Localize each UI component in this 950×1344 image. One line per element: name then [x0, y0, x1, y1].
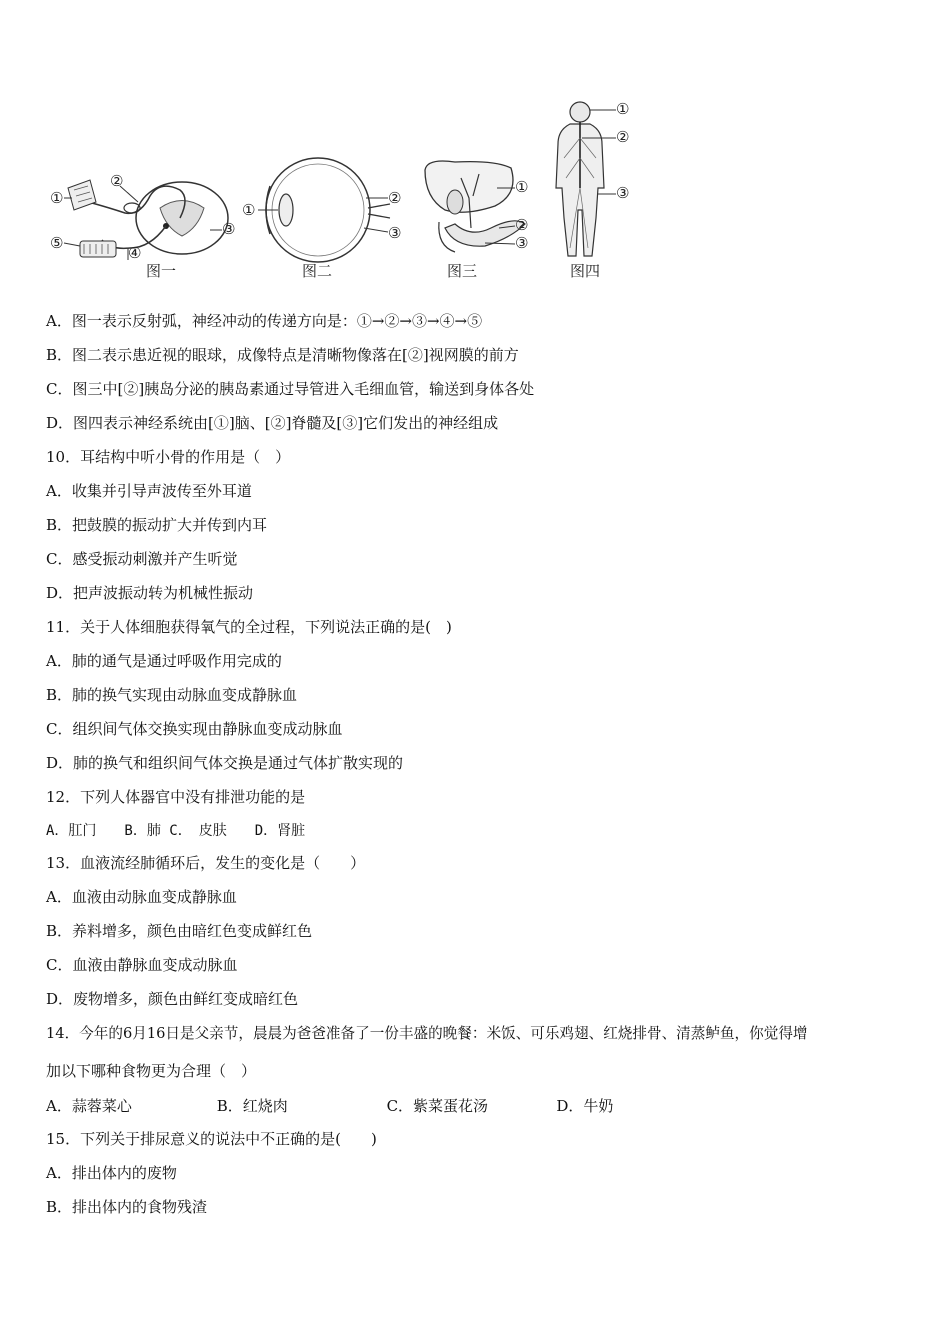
q12-options: A．肛门 B．肺 C． 皮肤 D．肾脏 — [46, 823, 306, 839]
q13-option-d: D．废物增多，颜色由鲜红变成暗红色 — [46, 990, 299, 1008]
q13-stem: 13．血液流经肺循环后，发生的变化是（ ） — [46, 854, 366, 872]
q11-stem: 11．关于人体细胞获得氧气的全过程，下列说法正确的是( ) — [46, 618, 452, 636]
mark-1: ① — [515, 178, 529, 196]
q13-option-b: B．养料增多，颜色由暗红色变成鲜红色 — [46, 922, 313, 940]
mark-3: ③ — [222, 220, 236, 238]
q13-option-a: A．血液由动脉血变成静脉血 — [46, 888, 237, 906]
figure-3-liver-pancreas — [415, 98, 545, 288]
q14-stem-line-2: 加以下哪种食物更为合理（ ） — [46, 1062, 257, 1080]
q14-option-b: B．红烧肉 — [216, 1097, 288, 1115]
mark-3: ③ — [515, 234, 529, 252]
figure-1-caption: 图一 — [146, 262, 177, 280]
q14-option-a: A．蒜蓉菜心 — [46, 1097, 132, 1115]
q15-option-a: A．排出体内的废物 — [46, 1164, 177, 1182]
q10-stem: 10．耳结构中听小骨的作用是（ ） — [46, 448, 291, 466]
q11-option-c: C．组织间气体交换实现由静脉血变成动脉血 — [46, 720, 343, 738]
q9-option-a: A．图一表示反射弧，神经冲动的传递方向是：①→②→③→④→⑤ — [46, 312, 483, 330]
q9-option-c: C．图三中[②]胰岛分泌的胰岛素通过导管进入毛细血管，输送到身体各处 — [46, 380, 535, 398]
mark-2: ② — [616, 128, 630, 146]
q11-option-b: B．肺的换气实现由动脉血变成静脉血 — [46, 686, 298, 704]
q14-stem-line-1: 14．今年的6月16日是父亲节，晨晨为爸爸准备了一份丰盛的晚餐：米饭、可乐鸡翅、红烧排骨、清蒸鲈鱼，你觉得增 — [46, 1025, 808, 1042]
q10-option-b: B．把鼓膜的振动扩大并传到内耳 — [46, 516, 268, 534]
mark-2: ② — [515, 216, 529, 234]
figure-2-eyeball — [240, 98, 410, 288]
q11-option-a: A．肺的通气是通过呼吸作用完成的 — [46, 652, 282, 670]
q10-option-d: D．把声波振动转为机械性振动 — [46, 584, 254, 602]
q10-option-a: A．收集并引导声波传至外耳道 — [46, 482, 252, 500]
q15-stem: 15．下列关于排尿意义的说法中不正确的是( ) — [46, 1130, 377, 1148]
mark-3: ③ — [616, 184, 630, 202]
figure-4-nervous-system — [540, 98, 640, 288]
q10-option-c: C．感受振动刺激并产生听觉 — [46, 550, 238, 568]
q14-options-row — [46, 1095, 613, 1116]
mark-1: ① — [50, 189, 64, 207]
q13-option-c: C．血液由静脉血变成动脉血 — [46, 956, 238, 974]
figure-2-caption: 图二 — [302, 262, 333, 280]
mark-3: ③ — [388, 224, 402, 242]
q15-option-b: B．排出体内的食物残渣 — [46, 1198, 208, 1216]
mark-1: ① — [616, 100, 630, 118]
q9-option-b: B．图二表示患近视的眼球，成像特点是清晰物像落在[②]视网膜的前方 — [46, 346, 519, 364]
mark-1: ① — [242, 201, 256, 219]
mark-2: ② — [110, 172, 124, 190]
mark-5: ⑤ — [50, 234, 64, 252]
q11-option-d: D．肺的换气和组织间气体交换是通过气体扩散实现的 — [46, 754, 404, 772]
q9-option-d: D．图四表示神经系统由[①]脑、[②]脊髓及[③]它们发出的神经组成 — [46, 414, 499, 432]
figure-strip — [40, 98, 660, 288]
figure-1-reflex-arc — [40, 98, 240, 288]
figure-4-caption: 图四 — [570, 262, 601, 280]
q12-stem: 12．下列人体器官中没有排泄功能的是 — [46, 788, 306, 806]
mark-2: ② — [388, 189, 402, 207]
q14-option-d: D．牛奶 — [556, 1097, 614, 1115]
figure-3-caption: 图三 — [447, 262, 478, 280]
mark-4: ④ — [128, 244, 142, 262]
q14-option-c: C．紫菜蛋花汤 — [386, 1097, 489, 1115]
